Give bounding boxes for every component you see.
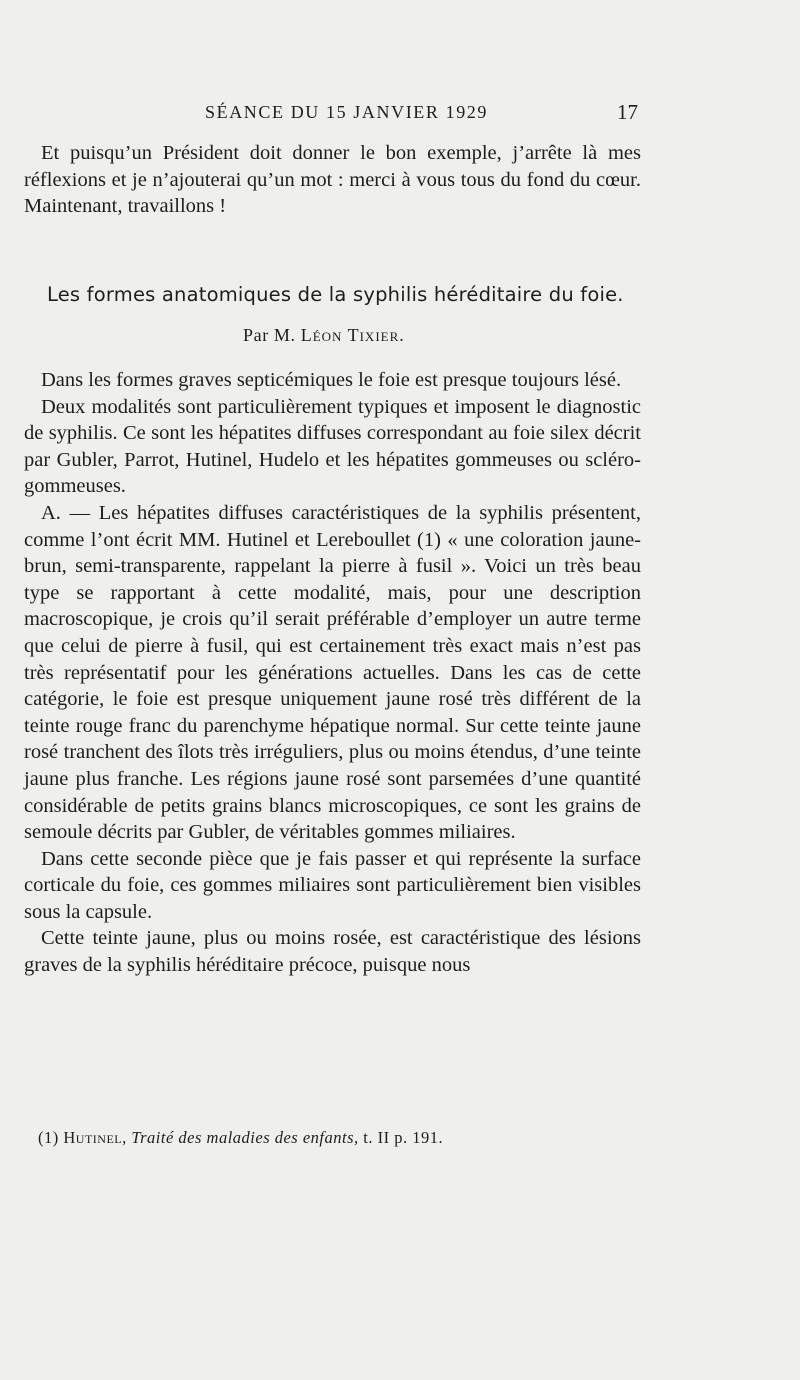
paragraph: Deux modalités sont particulièrement typiques et imposent le diagnostic de syphilis. Ce sont les hépatites diffuses correspondant au foie silex décrit par Gubler, Parrot, Hutinel, Hudelo et les hépatites gommeuses ou scléro-gommeuses. [24, 395, 641, 498]
author-prefix: Par M. [243, 325, 296, 345]
intro-paragraph: Et puisqu’un Président doit donner le bon exemple, j’arrête là mes réflexions et je n’ajouterai qu’un mot : merci à vous tous du fond du cœur. Maintenant, travaillons ! [24, 142, 641, 217]
running-title: SÉANCE DU 15 JANVIER 1929 [205, 102, 488, 122]
page-number: 17 [617, 100, 638, 124]
running-header [0, 100, 800, 130]
footnote-work: Traité des maladies des enfants, [131, 1128, 359, 1147]
footnote-author: Hutinel, [63, 1128, 127, 1147]
intro-block [24, 140, 641, 220]
paragraph: Dans les formes graves septicémiques le foie est presque toujours lésé. [41, 369, 622, 391]
article-body [24, 367, 641, 979]
article-title: Les formes anatomiques de la syphilis héréditaire du foie. [47, 283, 624, 306]
footnote [38, 1128, 443, 1148]
paragraph: A. — Les hépatites diffuses caractéristiques de la syphilis présentent, comme l’ont écrit MM. Hutinel et Lereboullet (1) « une coloration jaune-brun, semi-transparente, rappelant la pierre à fusil ». Voici un très beau type se rapportant à cette modalité, mais, pour une description macroscopique, je crois qu’il serait préférable d’employer un autre terme que celui de pierre à fusil, qui est certainement très exact mais n’est pas très représentatif pour les générations actuelles. Dans les cas de cette catégorie, le foie est presque uniquement jaune rosé très différent de la teinte rouge franc du parenchyme hépatique normal. Sur cette teinte jaune rosé tranchent des îlots très irréguliers, plus ou moins étendus, d’une teinte jaune plus franche. Les régions jaune rosé sont parsemées d’une quantité considérable de petits grains blancs microscopiques, ce sont les grains de semoule décrits par Gubler, de véritables gommes miliaires. [24, 501, 641, 844]
footnote-marker: (1) [38, 1128, 59, 1147]
paragraph: Dans cette seconde pièce que je fais passer et qui représente la surface corticale du foie, ces gommes miliaires sont particulièrement bien visibles sous la capsule. [24, 847, 641, 923]
author-name: Léon Tixier. [300, 325, 405, 345]
paragraph: Cette teinte jaune, plus ou moins rosée, est caractéristique des lésions graves de la syphilis héréditaire précoce, puisque nous [24, 927, 641, 977]
article-author [243, 325, 405, 346]
footnote-reference: t. II p. 191. [363, 1128, 444, 1147]
